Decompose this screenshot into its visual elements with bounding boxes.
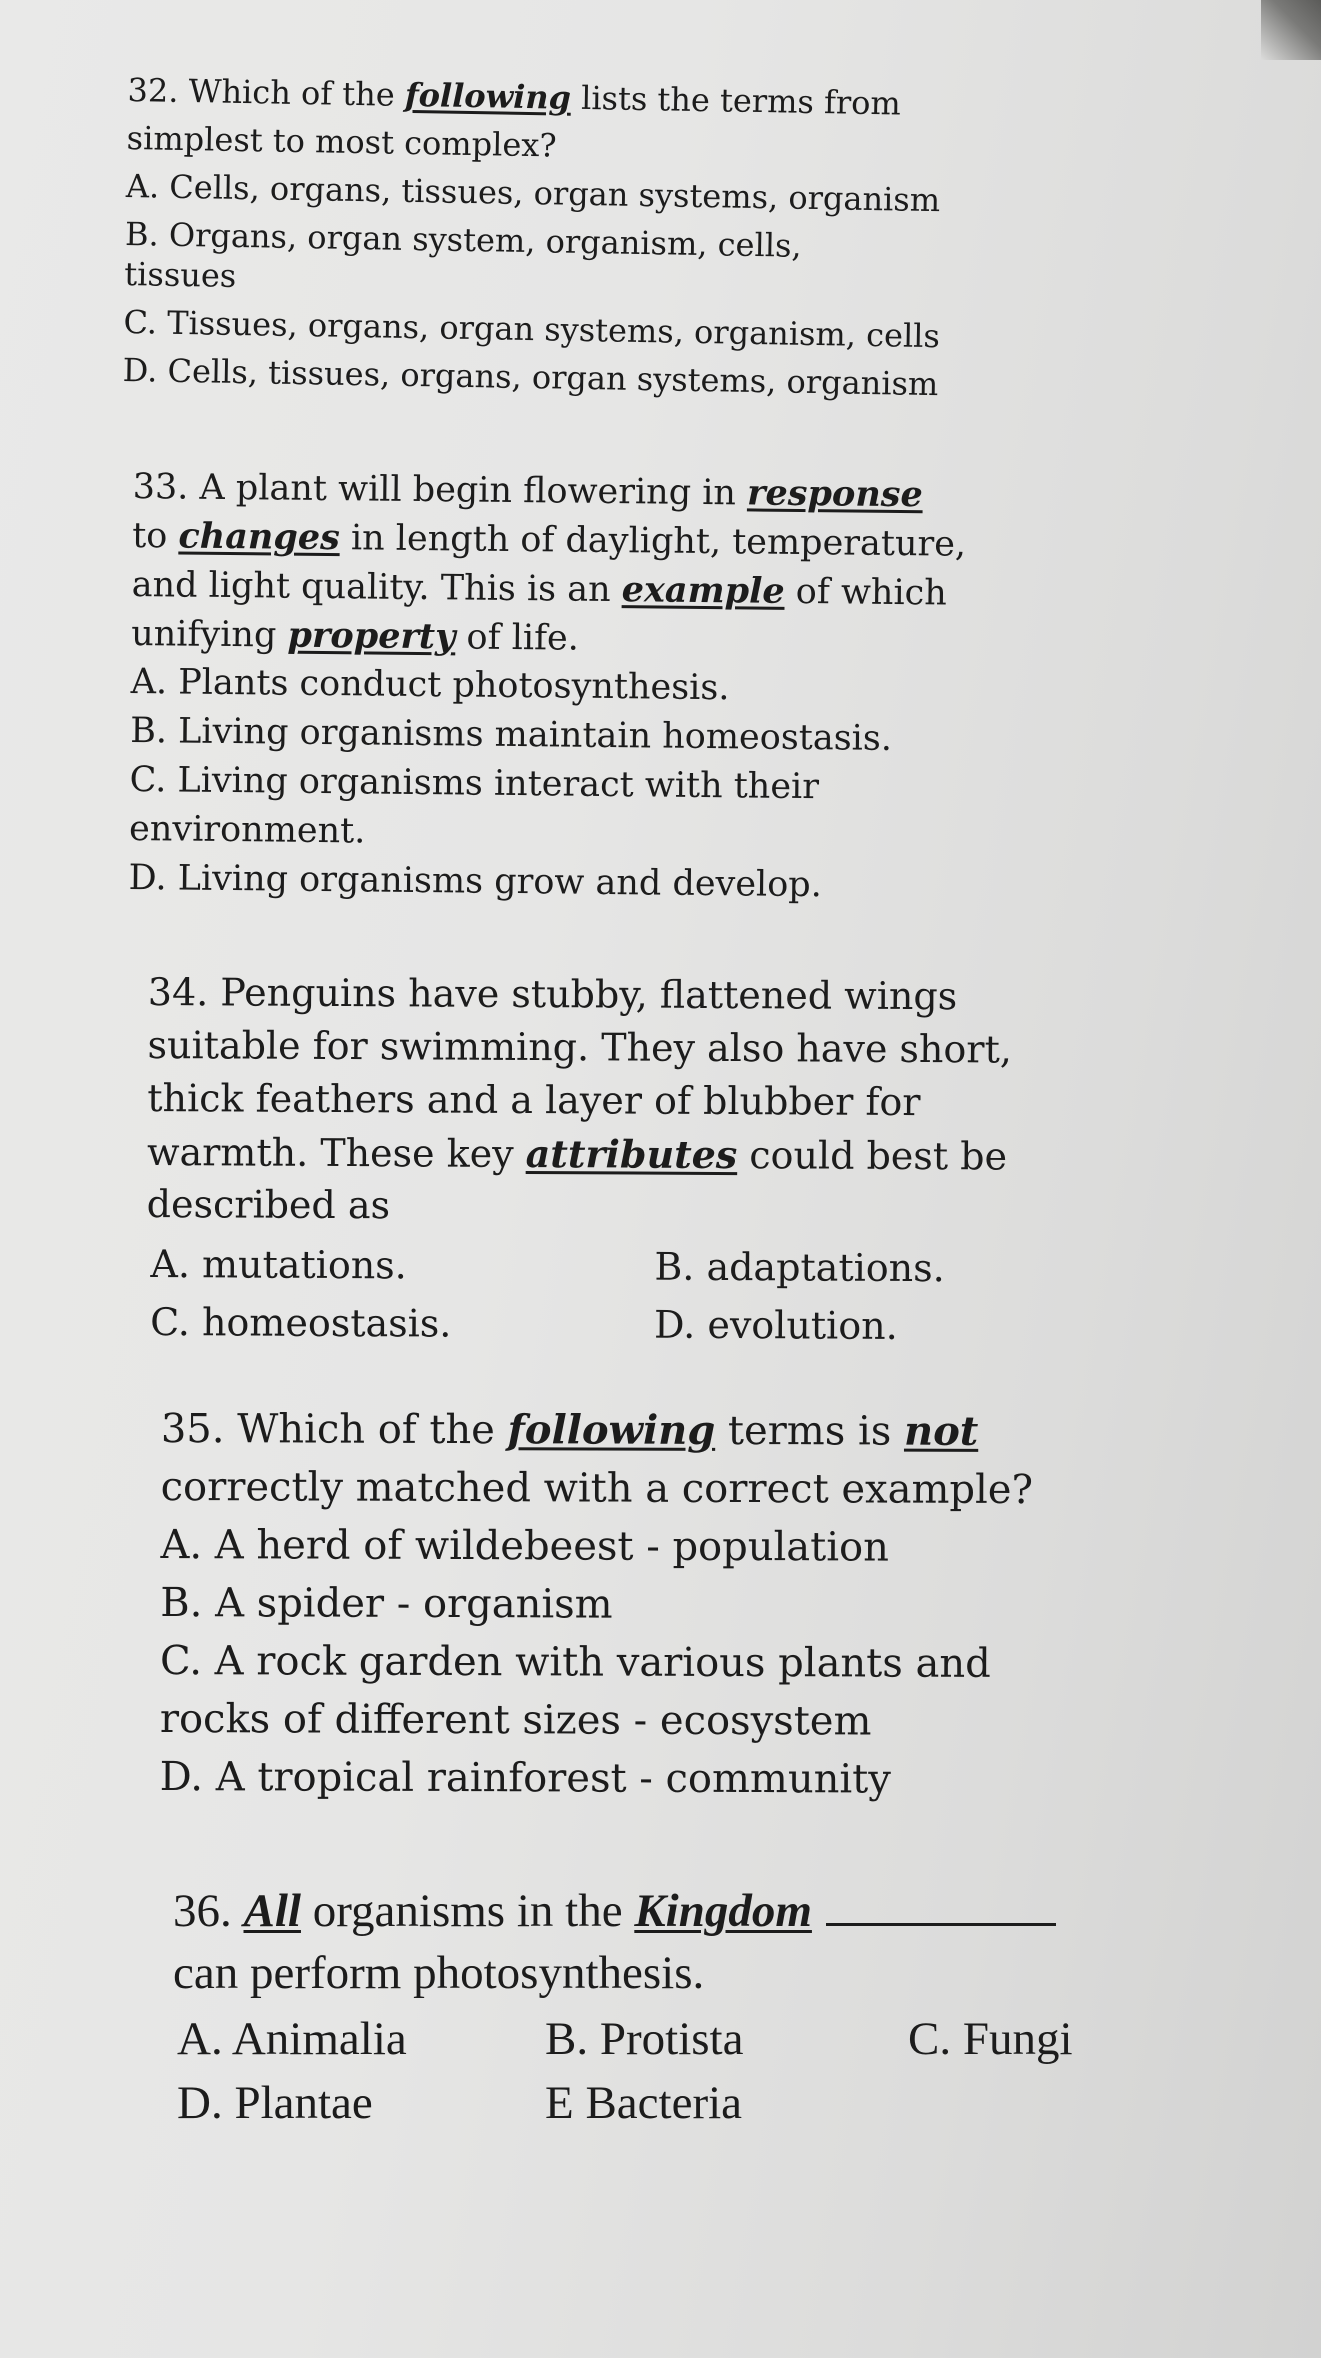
question-34-stem-line-2: suitable for swimming. They also have short,: [147, 1022, 1012, 1072]
question-33-stem-line-2: to changes in length of daylight, temperature,: [132, 515, 967, 565]
question-34-option-d: D. evolution.: [654, 1302, 898, 1348]
question-32-option-a: A. Cells, organs, tissues, organ systems, organism: [125, 166, 941, 220]
emphasis-following: following: [404, 75, 572, 117]
question-32-option-d: D. Cells, tissues, organs, organ systems, organism: [122, 350, 939, 404]
emphasis-example: example: [621, 569, 785, 612]
question-35-option-c-cont: rocks of different sizes - ecosystem: [159, 1695, 872, 1745]
question-34-stem-line-3: thick feathers and a layer of blubber for: [147, 1075, 921, 1125]
question-36-options-row-2: [173, 2072, 1056, 2136]
question-35-stem-line-1: 35. Which of the following terms is not: [160, 1406, 979, 1455]
question-34-option-b: B. adaptations.: [654, 1244, 945, 1291]
emphasis-attributes: attributes: [525, 1130, 738, 1178]
question-34-stem-line-5: described as: [146, 1181, 391, 1228]
emphasis-all: All: [243, 1885, 301, 1937]
question-35: [160, 1400, 1034, 1809]
question-36-option-e: E Bacteria: [545, 2077, 743, 2129]
question-34-option-a: A. mutations.: [150, 1242, 407, 1288]
question-34-options-row-2: [146, 1296, 1011, 1354]
question-36: [173, 1880, 1073, 2136]
question-32-stem-line-1: 32. Which of the following lists the terms from: [127, 70, 902, 123]
question-36-option-b: B. Protista: [545, 2013, 744, 2065]
question-36-stem-line-1: 36. All organisms in the Kingdom: [173, 1880, 1056, 1942]
question-33: [128, 462, 966, 912]
question-33-option-c-cont: environment.: [128, 808, 366, 852]
question-36-stem-line-2: can perform photosynthesis.: [173, 1947, 705, 1999]
emphasis-property: property: [287, 614, 456, 658]
question-35-option-a: A. A herd of wildebeest - population: [160, 1521, 889, 1571]
question-36-option-c: C. Fungi: [908, 2013, 1073, 2065]
question-35-stem-line-2: correctly matched with a correct example?: [160, 1463, 1034, 1514]
question-34-option-c: C. homeostasis.: [150, 1300, 452, 1346]
question-34-stem-line-4: warmth. These key attributes could best be: [146, 1129, 1008, 1179]
emphasis-changes: changes: [178, 515, 341, 559]
question-35-option-c: C. A rock garden with various plants and: [160, 1637, 991, 1687]
answer-blank: [826, 1887, 1056, 1926]
question-34-stem-line-1: 34. Penguins have stubby, flattened wings: [147, 969, 958, 1019]
emphasis-kingdom: Kingdom: [634, 1885, 812, 1937]
question-32-option-c: C. Tissues, organs, organ systems, organism, cells: [123, 302, 941, 356]
question-36-options-row-1: [173, 2008, 1073, 2072]
question-35-option-b: B. A spider - organism: [160, 1579, 613, 1628]
question-32-stem-line-2: simplest to most complex?: [126, 118, 557, 165]
emphasis-not: not: [903, 1407, 979, 1455]
emphasis-following: following: [507, 1406, 716, 1454]
question-35-option-d: D. A tropical rainforest - community: [159, 1753, 891, 1803]
question-34-options-row-1: [146, 1238, 1011, 1301]
question-33-option-a: A. Plants conduct photosynthesis.: [130, 661, 730, 709]
question-33-option-c: C. Living organisms interact with their: [129, 759, 820, 808]
question-33-stem-line-1: 33. A plant will begin flowering in response: [132, 466, 923, 516]
question-33-option-d: D. Living organisms grow and develop.: [128, 857, 823, 906]
question-33-option-b: B. Living organisms maintain homeostasis.: [129, 710, 893, 759]
question-36-option-a: A. Animalia: [177, 2013, 407, 2065]
question-32-option-b: B. Organs, organ system, organism, cells,: [124, 214, 802, 265]
question-33-stem-line-3: and light quality. This is an example of which: [131, 564, 947, 614]
question-34: [146, 966, 1012, 1354]
question-32-option-b-cont: tissues: [124, 254, 237, 295]
emphasis-response: response: [746, 472, 923, 516]
question-36-option-d: D. Plantae: [177, 2077, 373, 2129]
question-32: [122, 66, 944, 408]
question-33-stem-line-4: unifying property of life.: [130, 613, 580, 659]
